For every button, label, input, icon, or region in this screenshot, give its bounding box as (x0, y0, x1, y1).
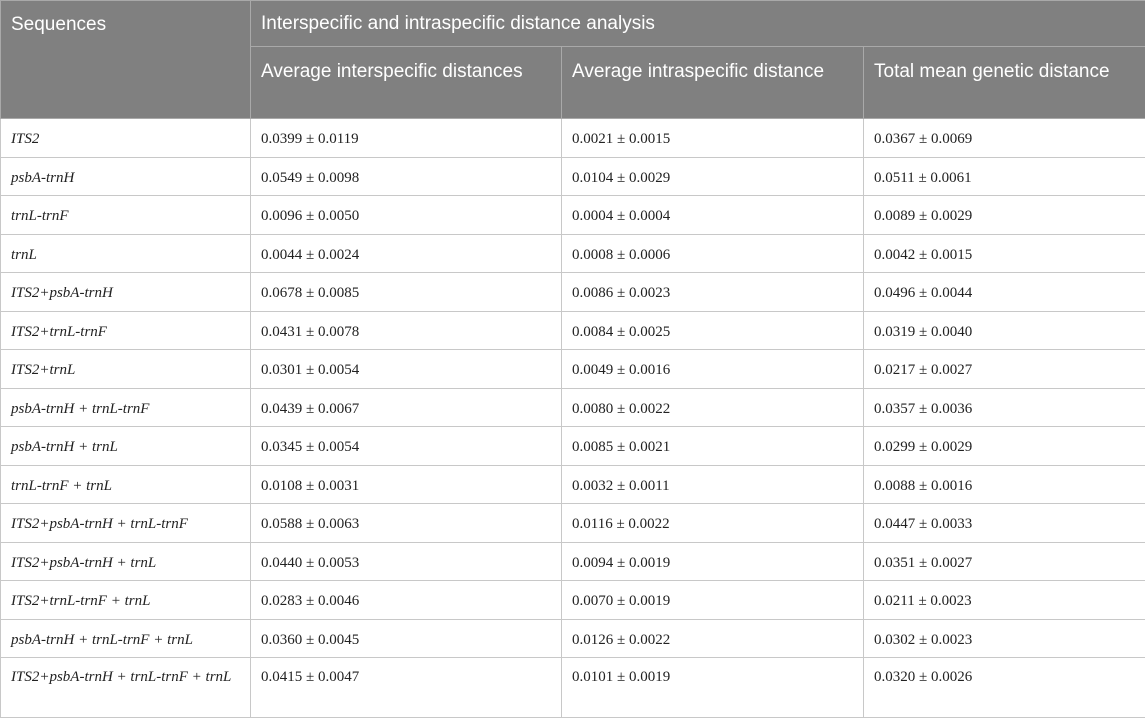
table-header (1, 1, 1145, 119)
table-row (1, 619, 1145, 658)
cell-sequence: ITS2+trnL-trnF (1, 311, 251, 350)
cell-total: 0.0447 ± 0.0033 (864, 504, 1145, 543)
table-row (1, 196, 1145, 235)
cell-interspecific: 0.0301 ± 0.0054 (251, 350, 562, 389)
cell-sequence: ITS2+trnL (1, 350, 251, 389)
cell-total: 0.0089 ± 0.0029 (864, 196, 1145, 235)
cell-interspecific: 0.0283 ± 0.0046 (251, 581, 562, 620)
cell-total: 0.0319 ± 0.0040 (864, 311, 1145, 350)
cell-sequence: trnL-trnF + trnL (1, 465, 251, 504)
cell-total: 0.0217 ± 0.0027 (864, 350, 1145, 389)
table-row (1, 542, 1145, 581)
cell-interspecific: 0.0588 ± 0.0063 (251, 504, 562, 543)
table-row (1, 504, 1145, 543)
cell-interspecific: 0.0415 ± 0.0047 (251, 658, 562, 718)
header-total-mean: Total mean genetic distance (864, 47, 1145, 119)
header-sequences: Sequences (1, 1, 251, 119)
header-row-group (1, 1, 1145, 47)
cell-intraspecific: 0.0004 ± 0.0004 (562, 196, 864, 235)
cell-total: 0.0320 ± 0.0026 (864, 658, 1145, 718)
cell-intraspecific: 0.0084 ± 0.0025 (562, 311, 864, 350)
cell-interspecific: 0.0096 ± 0.0050 (251, 196, 562, 235)
cell-intraspecific: 0.0049 ± 0.0016 (562, 350, 864, 389)
cell-intraspecific: 0.0086 ± 0.0023 (562, 273, 864, 312)
table-row (1, 311, 1145, 350)
cell-total: 0.0302 ± 0.0023 (864, 619, 1145, 658)
table-row (1, 427, 1145, 466)
cell-sequence: psbA-trnH + trnL (1, 427, 251, 466)
header-average-intraspecific: Average intraspecific distance (562, 47, 864, 119)
cell-interspecific: 0.0440 ± 0.0053 (251, 542, 562, 581)
cell-intraspecific: 0.0070 ± 0.0019 (562, 581, 864, 620)
cell-total: 0.0367 ± 0.0069 (864, 119, 1145, 158)
cell-intraspecific: 0.0032 ± 0.0011 (562, 465, 864, 504)
table-row (1, 465, 1145, 504)
cell-sequence: psbA-trnH (1, 157, 251, 196)
table-body (1, 119, 1145, 718)
table-row (1, 157, 1145, 196)
cell-total: 0.0357 ± 0.0036 (864, 388, 1145, 427)
cell-intraspecific: 0.0008 ± 0.0006 (562, 234, 864, 273)
table-row (1, 273, 1145, 312)
cell-total: 0.0511 ± 0.0061 (864, 157, 1145, 196)
cell-total: 0.0299 ± 0.0029 (864, 427, 1145, 466)
cell-sequence: psbA-trnH + trnL-trnF (1, 388, 251, 427)
cell-sequence: ITS2+psbA-trnH + trnL (1, 542, 251, 581)
cell-intraspecific: 0.0116 ± 0.0022 (562, 504, 864, 543)
cell-interspecific: 0.0360 ± 0.0045 (251, 619, 562, 658)
cell-total: 0.0351 ± 0.0027 (864, 542, 1145, 581)
cell-interspecific: 0.0044 ± 0.0024 (251, 234, 562, 273)
cell-sequence: ITS2+trnL-trnF + trnL (1, 581, 251, 620)
cell-intraspecific: 0.0101 ± 0.0019 (562, 658, 864, 718)
cell-interspecific: 0.0549 ± 0.0098 (251, 157, 562, 196)
table-row (1, 350, 1145, 389)
cell-interspecific: 0.0399 ± 0.0119 (251, 119, 562, 158)
cell-intraspecific: 0.0126 ± 0.0022 (562, 619, 864, 658)
cell-sequence: trnL-trnF (1, 196, 251, 235)
cell-sequence: ITS2+psbA-trnH (1, 273, 251, 312)
cell-intraspecific: 0.0104 ± 0.0029 (562, 157, 864, 196)
cell-intraspecific: 0.0094 ± 0.0019 (562, 542, 864, 581)
cell-sequence: psbA-trnH + trnL-trnF + trnL (1, 619, 251, 658)
cell-interspecific: 0.0431 ± 0.0078 (251, 311, 562, 350)
table-row (1, 119, 1145, 158)
cell-intraspecific: 0.0080 ± 0.0022 (562, 388, 864, 427)
cell-sequence: trnL (1, 234, 251, 273)
cell-intraspecific: 0.0085 ± 0.0021 (562, 427, 864, 466)
cell-sequence: ITS2 (1, 119, 251, 158)
cell-total: 0.0211 ± 0.0023 (864, 581, 1145, 620)
cell-intraspecific: 0.0021 ± 0.0015 (562, 119, 864, 158)
header-group-distance-analysis: Interspecific and intraspecific distance analysis (251, 1, 1145, 47)
cell-total: 0.0088 ± 0.0016 (864, 465, 1145, 504)
cell-sequence: ITS2+psbA-trnH + trnL-trnF + trnL (1, 658, 251, 718)
table-row (1, 658, 1145, 718)
cell-interspecific: 0.0439 ± 0.0067 (251, 388, 562, 427)
cell-interspecific: 0.0678 ± 0.0085 (251, 273, 562, 312)
table-row (1, 581, 1145, 620)
table-row (1, 388, 1145, 427)
cell-interspecific: 0.0345 ± 0.0054 (251, 427, 562, 466)
table-row (1, 234, 1145, 273)
cell-sequence: ITS2+psbA-trnH + trnL-trnF (1, 504, 251, 543)
cell-total: 0.0042 ± 0.0015 (864, 234, 1145, 273)
cell-interspecific: 0.0108 ± 0.0031 (251, 465, 562, 504)
header-average-interspecific: Average interspecific distances (251, 47, 562, 119)
cell-total: 0.0496 ± 0.0044 (864, 273, 1145, 312)
